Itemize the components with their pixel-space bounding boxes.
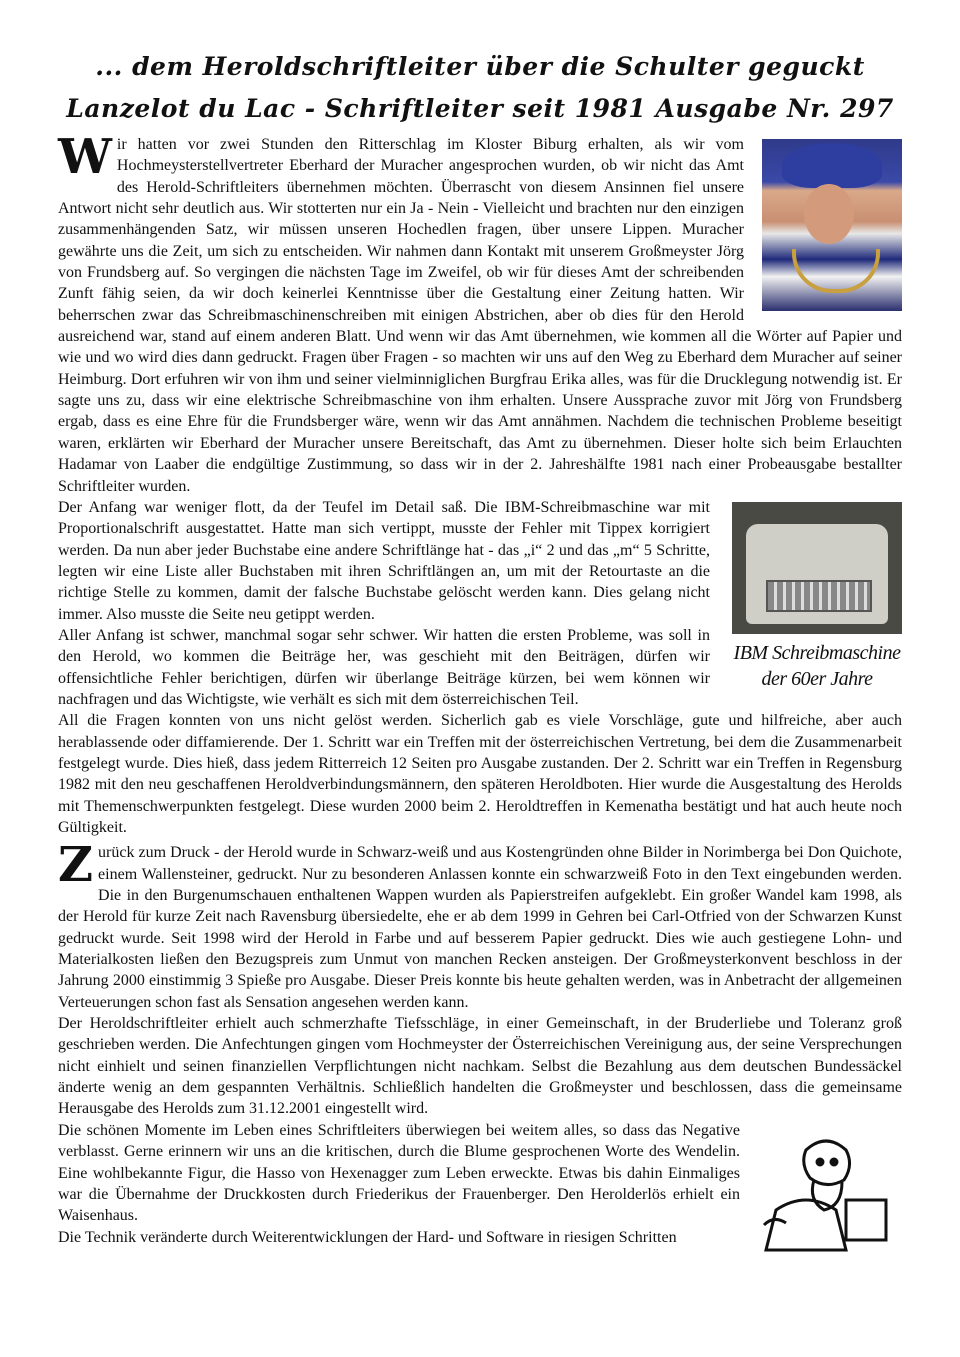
paragraph-8: Die Technik veränderte durch Weiterentwicklungen der Hard- und Software in riesigen Schritten: [58, 1228, 677, 1246]
figure-caption: IBM Schreibmaschine der 60er Jahre: [733, 641, 901, 690]
paragraph-6: Der Heroldschriftleiter erhielt auch schmerzhafte Tiefsschläge, in einer Gemeinschaft, in der Bruderliebe und Toleranz groß geschrieben werden. Die Anfechtungen gingen vom Hochmeyster der Österreichischen Vereinigung aus, der seine Versprechungen nicht einhielt und seinen finanziellen Verpflichtungen nicht nachkam. Selbst die Bezahlung aus dem deutschen Bundessäckel änderte wenig an dem gespannten Verhältnis. Schließlich handelten die Großmeyster und beschlossen, dass die gemeinsame Herausgabe des Herolds zum 31.12.2001 eingestellt wird.: [58, 1015, 902, 1118]
paragraph-4: All die Fragen konnten von uns nicht gelöst werden. Sicherlich gab es viele Vorschläge, gute und hilfreiche, aber auch herablassende oder diffamierende. Der 1. Schritt war ein Treffen mit der österreichischen Vertretung, bei dem die Zusammenarbeit festgelegt wurde. Dies hieß, dass jedem Ritterreich 12 Seiten pro Ausgabe zustanden. Der 2. Schritt war ein Treffen in Regensburg 1982 mit den neu geschaffenen Heroldverbindungsmännern, den späteren Heroldboten. Hier wurde die Ausgestaltung des Herolds mit Themenschwerpunkten festgelegt. Diese wurden 2000 beim 2. Heroldtreffen in Kemenatha bestätigt und hat auch heute noch Gültigkeit.: [58, 712, 902, 836]
paragraph-7: Die schönen Momente im Leben eines Schriftleiters überwiegen bei weitem alles, so dass das Negative verblasst. Gerne erinnern wir uns an die kritischen, durch die Blume gesprochenen Worte des Wendelin. Eine wohlbekannte Figur, die Hasso von Hexenagger zum Leben erweckte. Etwas bis dahin Einmaliges war die Übernahme der Druckkosten durch Friederikus der Frauenberger. Den Herolderlös erhielt ein Waisenhaus.: [58, 1121, 740, 1225]
paragraph-1: Wir hatten vor zwei Stunden den Ritterschlag im Kloster Biburg erhalten, als wir vom Hochmeysterstellvertreter Eberhard der Muracher angesprochen wurden, ob wir nicht das Amt des Herold-Schriftleiters übernehmen möchten. Überrascht von diesem Ansinnen fiel unsere Antwort nicht sehr deutlich aus. Wir stotterten nur ein Ja - Nein - Vielleicht und brachten nur den einzigen zusammenhängenden Satz, wir müssen unseren Hochedlen fragen, über unsere Lippen. Muracher gewährte uns die Zeit, um sich zu entscheiden. Wir nahmen dann Kontakt mit unserem Großmeyster Jörg von Frundsberg auf. So vergingen die nächsten Tage im Zweifel, ob wir für dieses Amt der schreibenden Zunft fähig seien, da wir doch keinerlei Kenntnisse über die Gestaltung einer Zeitung hatten. Wir beherrschen zwar das Schreibmaschinenschreiben mit einigen Abstrichen, aber ob dies für den Herold ausreichend war, stand auf einem anderen Blatt. Und wenn wir das Amt übernehmen, wie kommen all die Wörter auf Papier und wie und wo wird dies dann gedruckt. Fragen über Fragen - so machten wir uns auf den Weg zu Eberhard dem Muracher auf seiner Heimburg. Dort erfuhren wir von ihm und seiner vielminniglichen Burgfrau Erika alles, was für die Drucklegung notwendig ist. Er sagte uns zu, dass wir eine elektrische Schreibmaschine von ihm erhalten. Unsere Aussprache zuvor mit Jörg von Frundsberg ergab, dass es eine Ehre für die Frundsberger wäre, wenn wir das Amt annähmen. Nachdem die technischen Probleme beseitigt waren, erklärten wir Eberhard der Muracher unsere Bereitschaft, das Amt zu übernehmen. Dieser holte sich beim Erlauchten Hadamar von Laaber die endgültige Zustimmung, so dass wir in der 2. Jahreshälfte 1981 nach einer Probeausgabe bestallter Schriftleiter wurden.: [58, 129, 902, 495]
article-title: ... dem Heroldschriftleiter über die Schulter geguckt: [95, 52, 865, 81]
article-subtitle: Lanzelot du Lac - Schriftleiter seit 1981 Ausgabe Nr. 297: [66, 94, 894, 123]
wendelin-cartoon-illustration: [756, 1130, 902, 1256]
drop-cap: W: [58, 129, 112, 185]
typewriter-photo: [732, 502, 902, 634]
typewriter-figure: [732, 502, 902, 692]
paragraph-2: Der Anfang war weniger flott, da der Teufel im Detail saß. Die IBM-Schreibmaschine war mit Proportionalschrift ausgestattet. Hatte man sich vertippt, musste der Fehler mit Tippex korrigiert werden. Da nun aber jeder Buchstabe eine andere Schriftlänge hat - das „i“ 2 und das „m“ 5 Schritte, legten wir eine Liste aller Buchstaben mit ihren Schriftlängen an, um mit der Retourtaste an die richtige Stelle zu kommen, damit der falsche Buchstabe gelöscht werden kann. Dies gelang nicht immer. Also musste die Seite neu getippt werden.: [58, 498, 710, 623]
author-portrait-photo: [762, 139, 902, 311]
drop-cap: Z: [58, 837, 94, 894]
paragraph-5: Zurück zum Druck - der Herold wurde in Schwarz-weiß und aus Kostengründen ohne Bilder in Norimberga bei Don Quichote, einem Wallensteiner, gedruckt. Nur zu besonderen Anlassen konnte ein schwarzweiß Foto in den Text eingebunden werden. Die in den Burgenumschauen enthaltenen Wappen wurden als Papierstreifen aufgeklebt. Ein großer Wandel kam 1998, als der Herold für kurze Zeit nach Ravensburg übersiedelte, ehe er ab dem 1999 in Gehren bei Carl-Otfried von der Schwarzen Kunst gedruckt wurde. Seit 1998 wird der Herold in Farbe und auf besserem Papier gedruckt. Dies wie auch gestiegene Lohn- und Materialkosten ließen den Bezugspreis zum Unmut von manchen Recken ansteigen. Der Großmeysterkonvent beschloss in der Jahrung 2000 einstimmig 3 Spieße pro Ausgabe. Dieser Preis konnte bis heute gehalten werden, was in Anbetracht der allgemeinen Verteuerungen schon fast als Sensation angesehen werden kann.: [58, 837, 902, 1011]
article-body: [58, 129, 902, 1256]
paragraph-3: Aller Anfang ist schwer, manchmal sogar sehr schwer. Wir hatten die ersten Probleme, was soll in den Herold, wo kommen die Beiträge her, was geschieht mit den Beiträgen, dürfen wir offensichtliche Fehler berichtigen, dürfen wir überlange Beiträge kürzen, bei wem können wir nachfragen und das Wichtigste, wie verhält es sich mit dem österreichischen Teil.: [58, 626, 710, 708]
